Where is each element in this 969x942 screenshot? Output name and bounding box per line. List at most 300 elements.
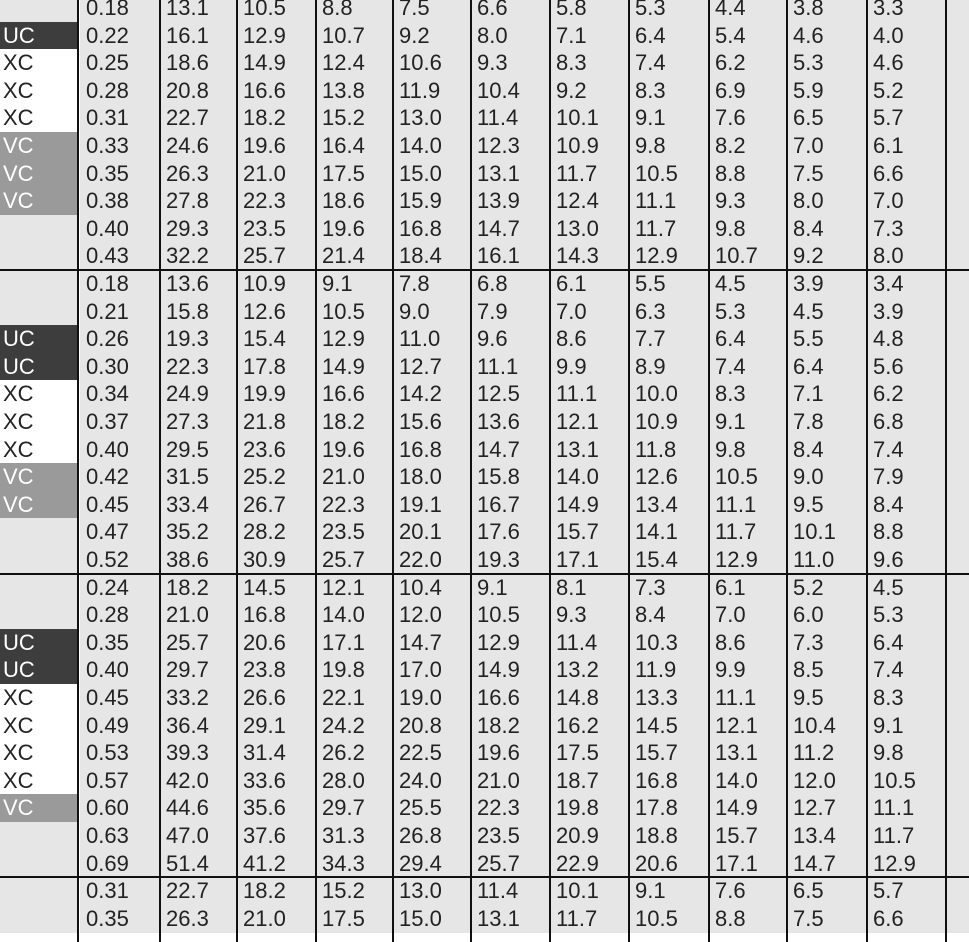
column-divider xyxy=(236,0,238,942)
table-cell: 6.1 xyxy=(709,574,787,602)
table-cell: 26.7 xyxy=(237,491,316,519)
table-cell: 0.31 xyxy=(80,104,160,132)
table-cell: 17.5 xyxy=(550,739,629,767)
table-cell-overflow xyxy=(946,160,969,188)
table-cell: 15.8 xyxy=(471,463,550,491)
table-cell: 9.0 xyxy=(393,298,471,326)
table-row xyxy=(0,353,969,381)
table-cell: 15.7 xyxy=(629,739,709,767)
table-cell: 13.1 xyxy=(160,0,237,22)
table-cell: 8.5 xyxy=(787,656,867,684)
table-cell: 10.5 xyxy=(867,767,946,795)
column-divider xyxy=(470,0,472,942)
table-cell: 20.6 xyxy=(629,850,709,878)
table-cell: 12.6 xyxy=(237,298,316,326)
table-cell: 10.1 xyxy=(787,518,867,546)
table-cell-overflow xyxy=(946,408,969,436)
table-cell: 11.2 xyxy=(787,739,867,767)
table-cell: 12.6 xyxy=(629,463,709,491)
table-cell: 8.4 xyxy=(867,491,946,519)
table-cell: 6.3 xyxy=(629,298,709,326)
table-cell: 19.1 xyxy=(393,491,471,519)
table-cell: 21.0 xyxy=(316,463,393,491)
table-cell: 22.5 xyxy=(393,739,471,767)
table-cell-overflow xyxy=(946,794,969,822)
row-class-label: VC xyxy=(0,132,78,160)
table-cell: 22.9 xyxy=(550,850,629,878)
table-cell: 21.8 xyxy=(237,408,316,436)
table-row xyxy=(0,822,969,850)
table-cell: 17.8 xyxy=(237,353,316,381)
table-cell: 12.9 xyxy=(629,242,709,270)
table-cell: 16.8 xyxy=(237,601,316,629)
row-class-label: XC xyxy=(0,77,78,105)
column-divider xyxy=(786,0,788,942)
table-cell: 18.2 xyxy=(316,408,393,436)
table-cell: 0.45 xyxy=(80,684,160,712)
table-cell-overflow xyxy=(946,436,969,464)
table-cell: 12.3 xyxy=(471,132,550,160)
table-cell: 10.4 xyxy=(471,77,550,105)
table-cell: 5.4 xyxy=(709,22,787,50)
table-cell: 10.5 xyxy=(471,601,550,629)
table-cell: 22.3 xyxy=(471,794,550,822)
row-class-label xyxy=(0,546,78,574)
table-cell: 31.5 xyxy=(160,463,237,491)
table-cell: 7.3 xyxy=(629,574,709,602)
table-cell: 0.40 xyxy=(80,656,160,684)
table-cell-overflow xyxy=(946,77,969,105)
table-cell: 13.4 xyxy=(787,822,867,850)
table-cell: 14.9 xyxy=(316,353,393,381)
table-cell: 0.53 xyxy=(80,739,160,767)
table-cell: 21.4 xyxy=(316,242,393,270)
table-cell: 22.3 xyxy=(237,187,316,215)
table-row xyxy=(0,0,969,22)
table-cell: 6.9 xyxy=(709,77,787,105)
table-cell: 11.1 xyxy=(550,380,629,408)
table-cell: 14.0 xyxy=(316,601,393,629)
table-cell: 13.3 xyxy=(629,684,709,712)
table-cell: 0.26 xyxy=(80,325,160,353)
table-cell: 8.3 xyxy=(629,77,709,105)
table-cell: 5.7 xyxy=(867,877,946,905)
table-cell-overflow xyxy=(946,546,969,574)
table-cell: 4.4 xyxy=(709,0,787,22)
row-class-label: VC xyxy=(0,794,78,822)
table-cell: 10.5 xyxy=(629,905,709,933)
table-cell: 33.4 xyxy=(160,491,237,519)
table-cell: 0.42 xyxy=(80,463,160,491)
table-cell: 16.6 xyxy=(316,380,393,408)
table-cell: 0.31 xyxy=(80,877,160,905)
table-cell: 19.3 xyxy=(471,546,550,574)
table-cell: 10.7 xyxy=(316,22,393,50)
table-cell: 25.7 xyxy=(316,546,393,574)
table-cell: 26.8 xyxy=(393,822,471,850)
table-cell: 20.6 xyxy=(237,629,316,657)
table-cell: 4.5 xyxy=(867,574,946,602)
table-cell: 33.6 xyxy=(237,767,316,795)
table-cell-overflow xyxy=(946,463,969,491)
table-cell: 0.28 xyxy=(80,601,160,629)
table-cell: 8.2 xyxy=(709,132,787,160)
table-cell: 20.8 xyxy=(160,77,237,105)
table-row xyxy=(0,491,969,519)
table-cell: 8.0 xyxy=(867,242,946,270)
table-cell-overflow xyxy=(946,601,969,629)
table-cell: 11.0 xyxy=(787,546,867,574)
table-cell: 14.9 xyxy=(471,656,550,684)
table-cell: 12.1 xyxy=(709,712,787,740)
table-cell: 0.57 xyxy=(80,767,160,795)
table-cell: 3.3 xyxy=(867,0,946,22)
table-cell: 11.1 xyxy=(709,491,787,519)
table-cell-overflow xyxy=(946,0,969,22)
table-cell: 12.9 xyxy=(709,546,787,574)
table-cell: 17.8 xyxy=(629,794,709,822)
table-cell: 22.7 xyxy=(160,877,237,905)
table-cell: 0.21 xyxy=(80,298,160,326)
row-class-label: XC xyxy=(0,684,78,712)
table-cell-overflow xyxy=(946,850,969,878)
table-cell-overflow xyxy=(946,22,969,50)
table-cell: 10.9 xyxy=(550,132,629,160)
table-cell: 15.8 xyxy=(160,298,237,326)
table-cell: 7.1 xyxy=(787,380,867,408)
table-cell: 0.40 xyxy=(80,436,160,464)
table-cell: 7.0 xyxy=(787,132,867,160)
row-class-label xyxy=(0,574,78,602)
table-cell: 20.8 xyxy=(393,712,471,740)
table-cell: 11.7 xyxy=(709,518,787,546)
table-cell: 8.6 xyxy=(550,325,629,353)
table-cell: 0.34 xyxy=(80,380,160,408)
table-cell: 17.1 xyxy=(316,629,393,657)
row-class-label: UC xyxy=(0,656,78,684)
table-cell-overflow xyxy=(946,822,969,850)
table-cell: 7.1 xyxy=(550,22,629,50)
table-cell: 17.5 xyxy=(316,905,393,933)
table-cell: 0.18 xyxy=(80,270,160,298)
row-class-label xyxy=(0,242,78,270)
table-cell: 27.8 xyxy=(160,187,237,215)
table-cell: 13.1 xyxy=(471,160,550,188)
table-row xyxy=(0,104,969,132)
table-cell: 51.4 xyxy=(160,850,237,878)
table-cell: 4.5 xyxy=(787,298,867,326)
table-cell: 4.0 xyxy=(867,22,946,50)
table-cell: 0.25 xyxy=(80,49,160,77)
row-class-label: VC xyxy=(0,160,78,188)
table-cell: 16.6 xyxy=(471,684,550,712)
table-cell: 6.6 xyxy=(867,160,946,188)
table-cell: 3.4 xyxy=(867,270,946,298)
table-cell: 11.9 xyxy=(393,77,471,105)
table-cell: 12.1 xyxy=(550,408,629,436)
table-cell: 11.1 xyxy=(867,794,946,822)
table-cell: 19.6 xyxy=(471,739,550,767)
table-cell: 14.3 xyxy=(550,242,629,270)
table-cell: 6.0 xyxy=(787,601,867,629)
table-cell: 5.7 xyxy=(867,104,946,132)
table-cell: 0.49 xyxy=(80,712,160,740)
table-cell: 23.6 xyxy=(237,436,316,464)
table-cell: 32.2 xyxy=(160,242,237,270)
table-cell: 22.7 xyxy=(160,104,237,132)
table-cell: 5.3 xyxy=(867,601,946,629)
table-cell: 14.2 xyxy=(393,380,471,408)
table-cell: 6.2 xyxy=(867,380,946,408)
table-row xyxy=(0,408,969,436)
table-cell: 8.4 xyxy=(787,436,867,464)
table-cell: 12.7 xyxy=(787,794,867,822)
table-cell: 8.3 xyxy=(867,684,946,712)
table-cell: 13.6 xyxy=(471,408,550,436)
table-cell: 28.0 xyxy=(316,767,393,795)
table-cell: 23.5 xyxy=(237,215,316,243)
table-cell: 10.1 xyxy=(550,104,629,132)
table-cell: 11.4 xyxy=(471,104,550,132)
table-row xyxy=(0,132,969,160)
table-row xyxy=(0,49,969,77)
row-class-label: XC xyxy=(0,380,78,408)
row-class-label xyxy=(0,298,78,326)
table-cell: 36.4 xyxy=(160,712,237,740)
table-cell: 9.8 xyxy=(867,739,946,767)
column-divider xyxy=(628,0,630,942)
table-cell: 12.1 xyxy=(316,574,393,602)
table-cell: 21.0 xyxy=(160,601,237,629)
table-cell: 11.1 xyxy=(709,684,787,712)
table-cell: 25.5 xyxy=(393,794,471,822)
row-class-label: UC xyxy=(0,353,78,381)
table-row xyxy=(0,905,969,933)
table-cell: 21.0 xyxy=(471,767,550,795)
table-cell: 12.7 xyxy=(393,353,471,381)
table-cell: 3.9 xyxy=(787,270,867,298)
row-class-label: XC xyxy=(0,739,78,767)
row-class-label: UC xyxy=(0,629,78,657)
table-cell: 9.9 xyxy=(550,353,629,381)
row-class-label: UC xyxy=(0,22,78,50)
table-cell: 47.0 xyxy=(160,822,237,850)
table-cell: 37.6 xyxy=(237,822,316,850)
table-row xyxy=(0,215,969,243)
table-cell: 6.4 xyxy=(867,629,946,657)
table-cell: 8.8 xyxy=(709,160,787,188)
table-cell: 29.7 xyxy=(316,794,393,822)
table-cell: 10.9 xyxy=(237,270,316,298)
table-cell: 0.35 xyxy=(80,160,160,188)
table-cell: 19.8 xyxy=(316,656,393,684)
table-cell: 5.5 xyxy=(787,325,867,353)
table-cell: 34.3 xyxy=(316,850,393,878)
table-cell: 8.0 xyxy=(787,187,867,215)
table-cell: 3.9 xyxy=(867,298,946,326)
table-row xyxy=(0,325,969,353)
table-cell: 4.5 xyxy=(709,270,787,298)
table-cell: 19.3 xyxy=(160,325,237,353)
table-cell-overflow xyxy=(946,491,969,519)
table-cell: 8.6 xyxy=(709,629,787,657)
table-cell: 21.0 xyxy=(237,160,316,188)
table-cell: 9.1 xyxy=(629,877,709,905)
table-cell: 9.1 xyxy=(867,712,946,740)
table-cell: 18.6 xyxy=(160,49,237,77)
table-cell-overflow xyxy=(946,132,969,160)
table-cell: 5.3 xyxy=(629,0,709,22)
table-cell: 7.4 xyxy=(867,656,946,684)
table-cell: 13.1 xyxy=(550,436,629,464)
table-cell: 42.0 xyxy=(160,767,237,795)
table-cell: 10.7 xyxy=(709,242,787,270)
table-cell-overflow xyxy=(946,215,969,243)
table-cell: 24.2 xyxy=(316,712,393,740)
table-cell: 5.9 xyxy=(787,77,867,105)
table-cell: 5.6 xyxy=(867,353,946,381)
table-cell-overflow xyxy=(946,104,969,132)
column-divider xyxy=(159,0,161,942)
table-cell: 23.5 xyxy=(316,518,393,546)
table-cell: 29.3 xyxy=(160,215,237,243)
table-cell: 11.9 xyxy=(629,656,709,684)
row-class-label: XC xyxy=(0,104,78,132)
table-cell: 10.4 xyxy=(393,574,471,602)
table-cell: 29.1 xyxy=(237,712,316,740)
table-cell: 24.6 xyxy=(160,132,237,160)
table-cell: 20.1 xyxy=(393,518,471,546)
table-cell: 7.8 xyxy=(393,270,471,298)
table-cell: 9.2 xyxy=(550,77,629,105)
table-cell: 14.0 xyxy=(393,132,471,160)
column-divider xyxy=(77,0,79,942)
table-cell: 0.35 xyxy=(80,629,160,657)
table-cell: 6.6 xyxy=(867,905,946,933)
column-divider xyxy=(392,0,394,942)
table-cell: 7.6 xyxy=(709,104,787,132)
table-row xyxy=(0,160,969,188)
table-row xyxy=(0,656,969,684)
table-cell: 12.9 xyxy=(471,629,550,657)
table-cell-overflow xyxy=(946,877,969,905)
table-row xyxy=(0,270,969,298)
table-cell: 19.8 xyxy=(550,794,629,822)
table-cell: 9.0 xyxy=(787,463,867,491)
table-cell: 29.7 xyxy=(160,656,237,684)
table-cell-overflow xyxy=(946,629,969,657)
table-cell: 39.3 xyxy=(160,739,237,767)
table-row xyxy=(0,574,969,602)
table-cell-overflow xyxy=(946,270,969,298)
table-cell: 17.1 xyxy=(550,546,629,574)
table-cell: 13.0 xyxy=(550,215,629,243)
table-cell: 12.9 xyxy=(316,325,393,353)
table-cell: 44.6 xyxy=(160,794,237,822)
table-cell: 12.4 xyxy=(550,187,629,215)
table-cell: 0.60 xyxy=(80,794,160,822)
table-cell: 20.9 xyxy=(550,822,629,850)
table-cell: 9.8 xyxy=(709,215,787,243)
table-cell: 4.8 xyxy=(867,325,946,353)
table-cell: 35.2 xyxy=(160,518,237,546)
table-cell: 7.7 xyxy=(629,325,709,353)
table-cell: 5.8 xyxy=(550,0,629,22)
table-cell: 10.4 xyxy=(787,712,867,740)
table-cell: 7.0 xyxy=(550,298,629,326)
table-cell: 25.7 xyxy=(160,629,237,657)
table-cell: 8.8 xyxy=(316,0,393,22)
table-cell: 15.9 xyxy=(393,187,471,215)
table-row xyxy=(0,242,969,270)
table-cell: 16.8 xyxy=(393,215,471,243)
table-cell: 10.9 xyxy=(629,408,709,436)
table-cell: 5.3 xyxy=(787,49,867,77)
table-row xyxy=(0,739,969,767)
table-cell: 11.7 xyxy=(629,215,709,243)
row-class-label xyxy=(0,0,78,22)
table-cell: 12.9 xyxy=(867,850,946,878)
table-cell: 7.9 xyxy=(471,298,550,326)
table-cell: 13.9 xyxy=(471,187,550,215)
table-cell: 0.30 xyxy=(80,353,160,381)
row-class-label: XC xyxy=(0,712,78,740)
table-row xyxy=(0,684,969,712)
table-cell: 4.6 xyxy=(867,49,946,77)
table-cell: 19.6 xyxy=(316,436,393,464)
table-cell: 16.6 xyxy=(237,77,316,105)
table-cell: 6.4 xyxy=(709,325,787,353)
table-cell: 14.7 xyxy=(471,215,550,243)
table-row xyxy=(0,380,969,408)
table-row xyxy=(0,629,969,657)
table-cell-overflow xyxy=(946,767,969,795)
table-cell: 18.2 xyxy=(237,877,316,905)
table-cell: 15.2 xyxy=(316,877,393,905)
table-cell: 14.0 xyxy=(709,767,787,795)
section-divider xyxy=(0,269,969,271)
table-cell: 17.5 xyxy=(316,160,393,188)
table-cell: 10.1 xyxy=(550,877,629,905)
table-cell-overflow xyxy=(946,380,969,408)
table-cell: 0.43 xyxy=(80,242,160,270)
table-cell: 15.0 xyxy=(393,905,471,933)
table-cell: 8.8 xyxy=(709,905,787,933)
table-cell: 28.2 xyxy=(237,518,316,546)
table-cell: 9.1 xyxy=(316,270,393,298)
table-cell: 13.2 xyxy=(550,656,629,684)
table-cell: 4.6 xyxy=(787,22,867,50)
table-cell: 14.1 xyxy=(629,518,709,546)
table-cell: 0.22 xyxy=(80,22,160,50)
table-cell: 12.0 xyxy=(393,601,471,629)
table-cell: 18.0 xyxy=(393,463,471,491)
table-cell-overflow xyxy=(946,905,969,933)
table-cell: 7.4 xyxy=(709,353,787,381)
table-cell: 14.7 xyxy=(787,850,867,878)
table-cell: 6.4 xyxy=(787,353,867,381)
table-cell-overflow xyxy=(946,187,969,215)
table-cell: 7.0 xyxy=(709,601,787,629)
table-row xyxy=(0,77,969,105)
table-cell: 12.4 xyxy=(316,49,393,77)
table-cell: 12.0 xyxy=(787,767,867,795)
table-cell: 12.9 xyxy=(237,22,316,50)
table-cell: 18.2 xyxy=(237,104,316,132)
row-class-label xyxy=(0,822,78,850)
table-cell: 13.8 xyxy=(316,77,393,105)
table-cell: 17.1 xyxy=(709,850,787,878)
